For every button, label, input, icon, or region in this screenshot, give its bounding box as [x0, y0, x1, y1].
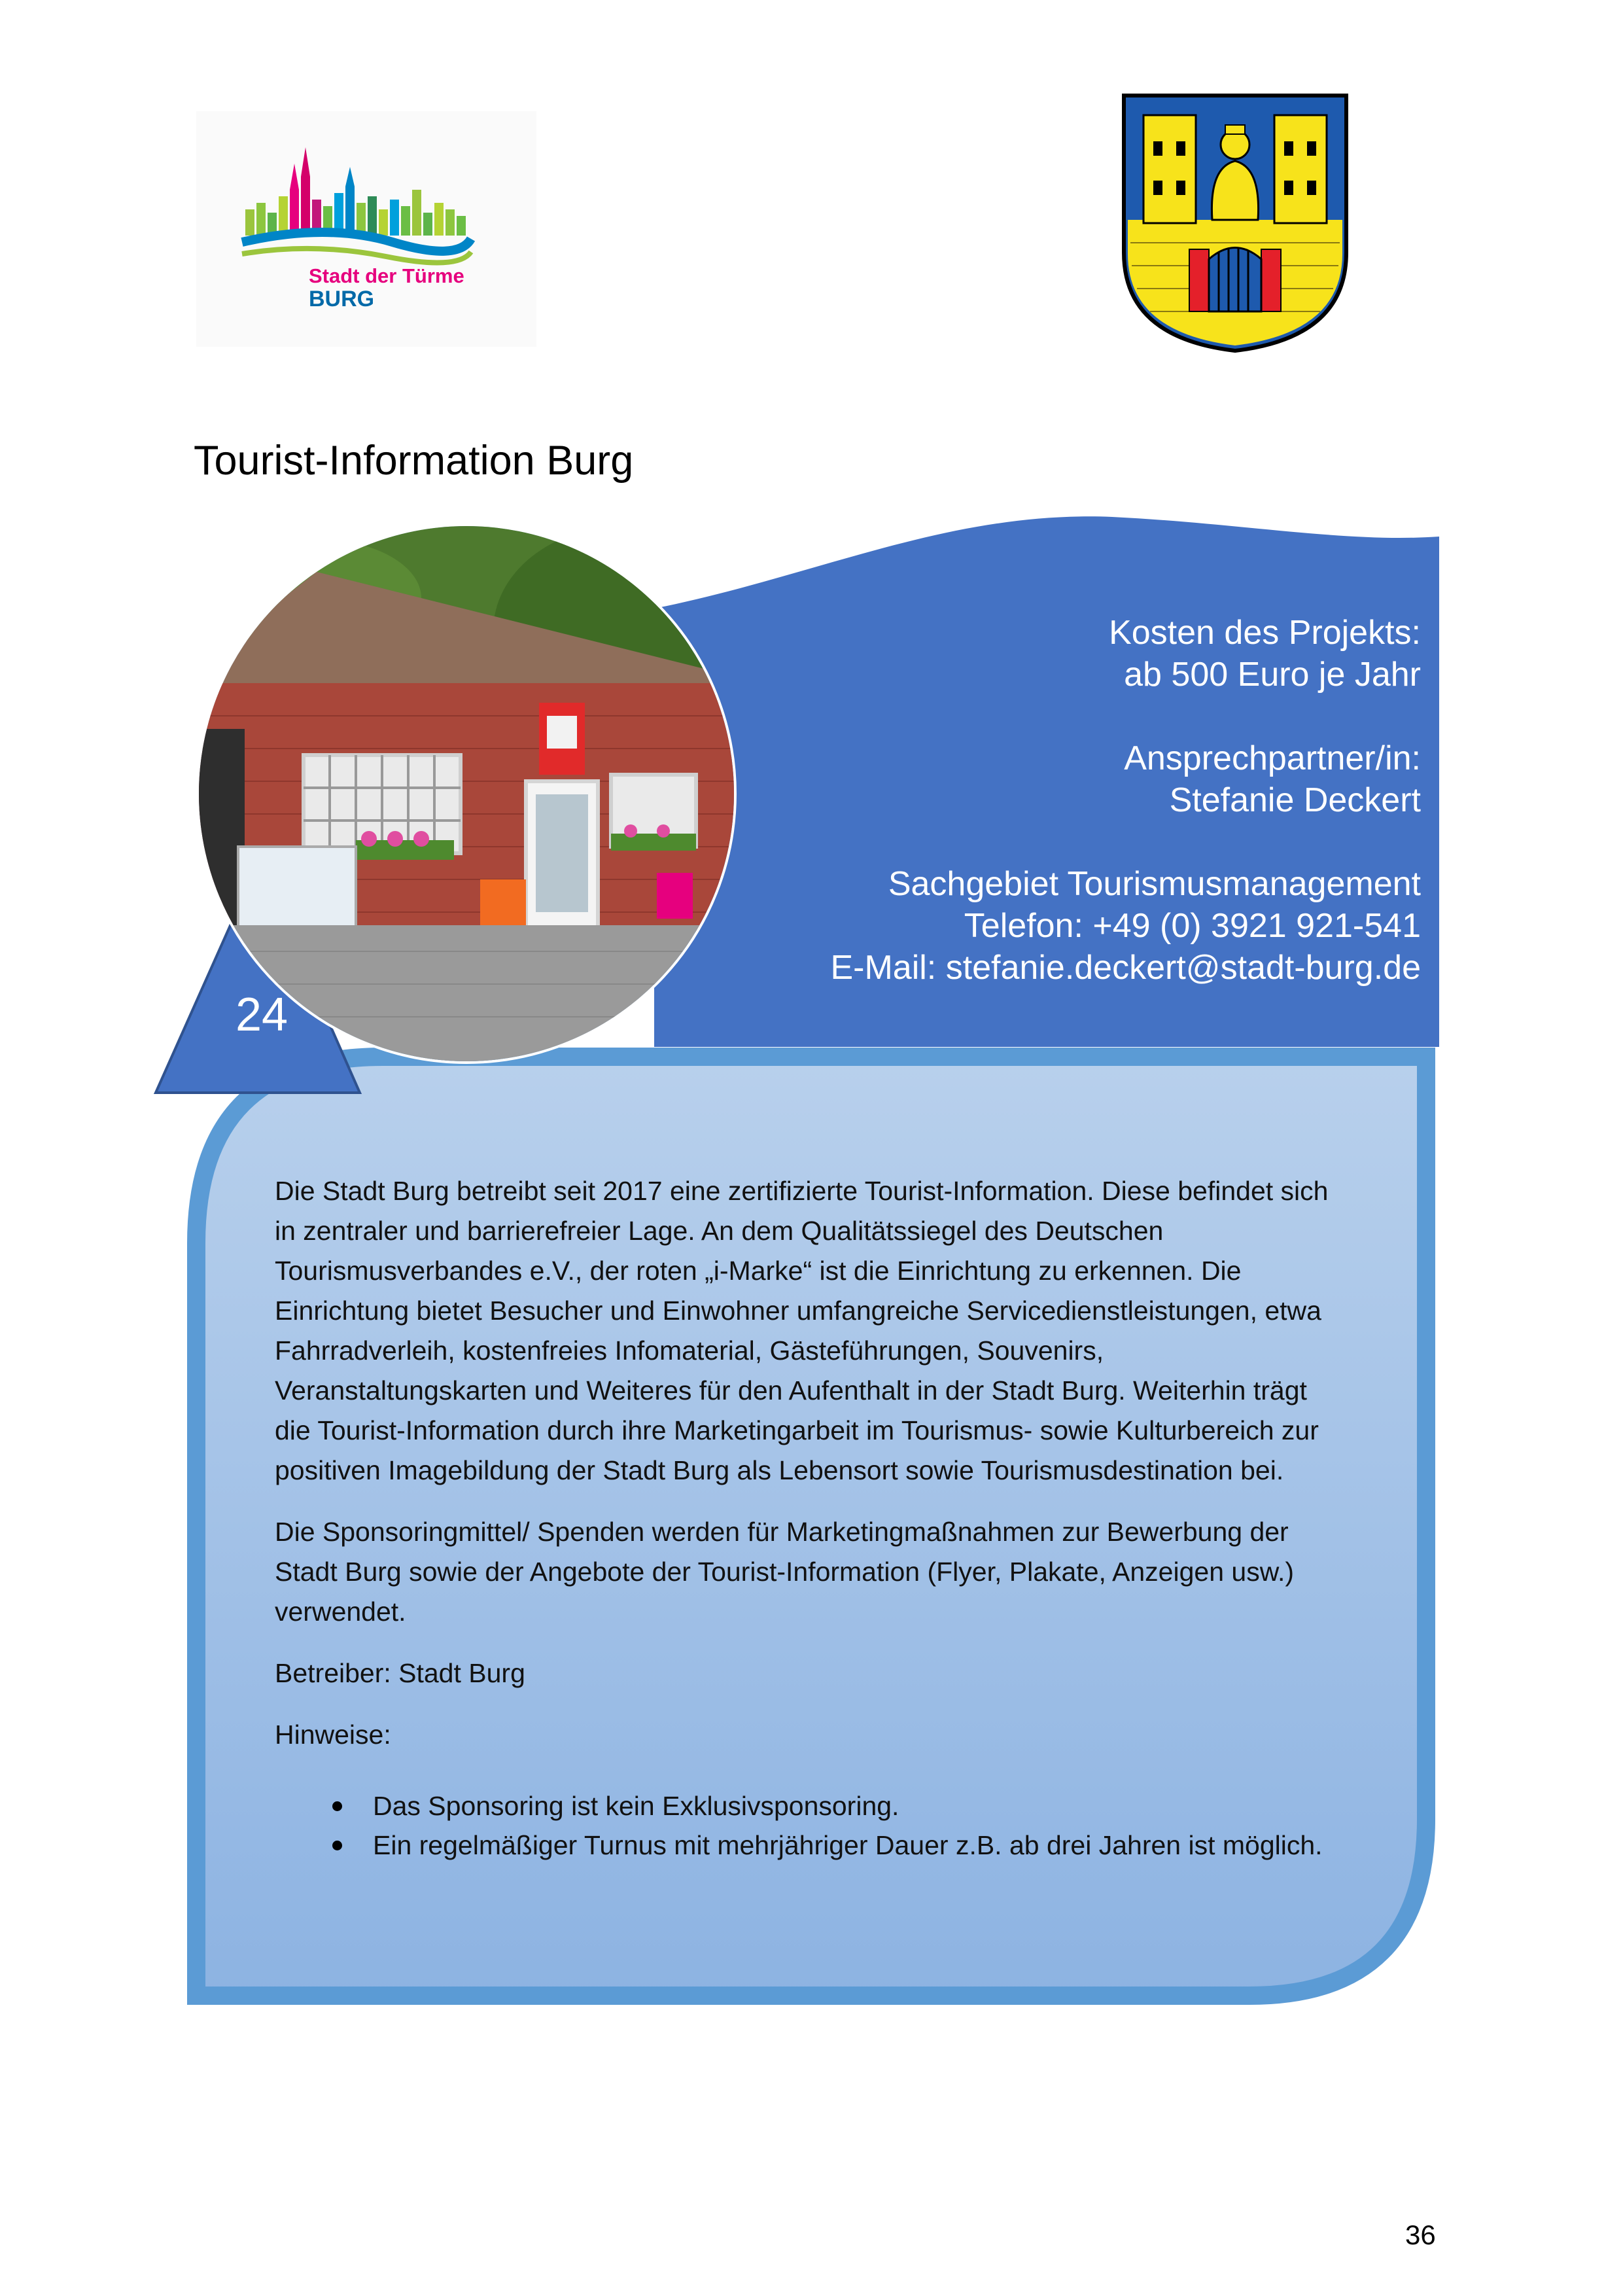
logo-text-line2: BURG [309, 287, 375, 311]
bullet-icon [332, 1841, 342, 1850]
department: Sachgebiet Tourismusmanagement [888, 865, 1421, 903]
notes-list [275, 1786, 1348, 1865]
page-title: Tourist-Information Burg [194, 438, 634, 484]
operator: Betreiber: Stadt Burg [275, 1658, 525, 1688]
note-text: Das Sponsoring ist kein Exklusivsponsoring. [373, 1791, 899, 1821]
email[interactable]: E-Mail: stefanie.deckert@stadt-burg.de [830, 949, 1421, 987]
note-text: Ein regelmäßiger Turnus mit mehrjähriger Dauer z.B. ab drei Jahren ist möglich. [373, 1830, 1323, 1860]
cost-label: Kosten des Projekts: [1109, 614, 1421, 652]
phone: Telefon: +49 (0) 3921 921-541 [964, 907, 1421, 945]
project-number: 24 [235, 989, 288, 1041]
contact-label: Ansprechpartner/in: [1124, 739, 1421, 777]
paragraph-2: Die Sponsoringmittel/ Spenden werden für Marketingmaßnahmen zur Bewerbung der Stadt Burg sowie der Angebote der Tourist-Information (Flyer, Plakate, Anzeigen usw.) verwendet. [275, 1517, 1295, 1627]
coat-of-arms [1117, 89, 1353, 357]
city-logo [196, 111, 536, 347]
description-text [275, 1171, 1348, 1865]
list-item [275, 1826, 1348, 1865]
cost-value: ab 500 Euro je Jahr [1124, 656, 1421, 694]
contact-name: Stefanie Deckert [1169, 781, 1421, 819]
paragraph-1: Die Stadt Burg betreibt seit 2017 eine zertifizierte Tourist-Information. Diese befindet sich in zentraler und barrierefreier Lage. An dem Qualitätssiegel des Deutschen Tourismusverbandes e.V., der roten „i-Marke“ ist die Einrichtung zu erkennen. Die Einrichtung bietet Besucher und Einwohner umfangreiche Servicedienstleistungen, etwa Fahrradverleih, kostenfreies Infomaterial, Gästeführungen, Souvenirs, Veranstaltungskarten und Weiteres für den Aufenthalt in der Stadt Burg. Weiterhin trägt die Tourist-Information durch ihre Marketingarbeit im Tourismus- sowie Kulturbereich zur positiven Imagebildung der Stadt Burg als Lebensort sowie Tourismusdestination bei. [275, 1176, 1329, 1485]
building-photo-icon [199, 526, 734, 1061]
list-item [275, 1786, 1348, 1826]
bullet-icon [332, 1801, 342, 1811]
page-number: 36 [1405, 2219, 1436, 2250]
contact-info [669, 612, 1421, 989]
tourist-info-photo [196, 523, 737, 1064]
notes-label: Hinweise: [275, 1720, 391, 1750]
skyline-icon [196, 111, 536, 347]
coat-of-arms-icon [1117, 89, 1353, 357]
logo-text-line1: Stadt der Türme [309, 264, 464, 287]
